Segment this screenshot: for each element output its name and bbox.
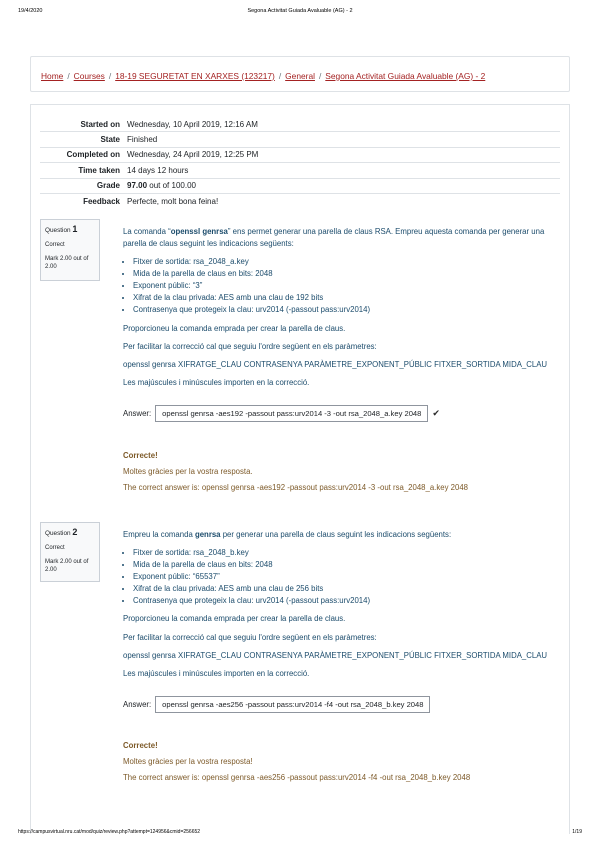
question-2-mark: Mark 2.00 out of 2.00 bbox=[45, 558, 89, 574]
question-1-instruction: Proporcioneu la comanda emprada per crear la parella de claus. bbox=[123, 323, 346, 333]
breadcrumb-separator: / bbox=[278, 71, 282, 81]
question-1-mark: Mark 2.00 out of 2.00 bbox=[45, 255, 89, 271]
feedback-value: Perfecte, molt bona feina! bbox=[127, 193, 560, 208]
question-2-text bbox=[123, 529, 553, 686]
feedback-thanks: Moltes gràcies per la vostra resposta! bbox=[123, 757, 253, 767]
print-url: https://campusvirtual.nru.cat/mod/quiz/review.php?attempt=124956&cmid=256652 bbox=[18, 829, 201, 835]
question-1-info bbox=[40, 219, 100, 281]
feedback-thanks: Moltes gràcies per la vostra resposta. bbox=[123, 467, 253, 477]
question-1-feedback bbox=[123, 451, 553, 493]
question-2-syntax: openssl genrsa XIFRATGE_CLAU CONTRASENYA PARÀMETRE_EXPONENT_PÚBLIC FITXER_SORTIDA MIDA_CLAU bbox=[123, 650, 548, 660]
list-item: • Contrasenya que protegeix la clau: urv2014 (-passout pass:urv2014) bbox=[133, 304, 553, 316]
question-label: Question bbox=[45, 530, 71, 537]
print-date: 19/4/2020 bbox=[18, 8, 43, 14]
question-2-status: Correct bbox=[45, 545, 65, 552]
state-label: State bbox=[40, 132, 127, 147]
grade-score: 97.00 bbox=[127, 181, 148, 191]
answer-label: Answer: bbox=[123, 700, 152, 709]
list-item: • Xifrat de la clau privada: AES amb una clau de 192 bits bbox=[133, 292, 553, 304]
grade-value bbox=[127, 178, 560, 193]
feedback-right-answer: The correct answer is: openssl genrsa -aes256 -passout pass:urv2014 -f4 -out rsa_2048_b.key 2048 bbox=[123, 773, 471, 783]
question-2-requirements bbox=[123, 547, 553, 607]
breadcrumb-separator: / bbox=[318, 71, 322, 81]
feedback-label: Feedback bbox=[40, 193, 127, 208]
intro-text: La comanda “ bbox=[123, 227, 171, 236]
breadcrumb-separator: / bbox=[108, 71, 112, 81]
list-item: • Contrasenya que protegeix la clau: urv2014 (-passout pass:urv2014) bbox=[133, 595, 553, 607]
answer-input[interactable]: openssl genrsa -aes192 -passout pass:urv2014 -3 -out rsa_2048_a.key 2048 bbox=[155, 405, 428, 422]
completed-on-value: Wednesday, 24 April 2019, 12:25 PM bbox=[127, 147, 560, 162]
breadcrumb-courses-link[interactable]: Courses bbox=[73, 71, 105, 81]
list-item: • Fitxer de sortida: rsa_2048_b.key bbox=[133, 547, 553, 559]
feedback-correct: Correcte! bbox=[123, 741, 158, 750]
question-1-order-note: Per facilitar la correcció cal que seguiu l'ordre següent en els paràmetres: bbox=[123, 341, 377, 351]
question-1-syntax: openssl genrsa XIFRATGE_CLAU CONTRASENYA PARÀMETRE_EXPONENT_PÚBLIC FITXER_SORTIDA MIDA_CLAU bbox=[123, 359, 548, 369]
list-item: • Exponent públic: “65537” bbox=[133, 571, 553, 583]
question-2-info bbox=[40, 522, 100, 582]
question-1-answer bbox=[123, 405, 440, 422]
intro-text: per generar una parella de claus seguint les indicacions següents: bbox=[220, 530, 452, 539]
summary-row-feedback bbox=[40, 193, 560, 208]
answer-input[interactable]: openssl genrsa -aes256 -passout pass:urv2014 -f4 -out rsa_2048_b.key 2048 bbox=[155, 696, 430, 713]
question-2-order-note: Per facilitar la correcció cal que seguiu l'ordre següent en els paràmetres: bbox=[123, 632, 377, 642]
feedback-right-answer: The correct answer is: openssl genrsa -aes192 -passout pass:urv2014 -3 -out rsa_2048_a.key 2048 bbox=[123, 483, 468, 493]
breadcrumb-general-link[interactable]: General bbox=[285, 71, 315, 81]
intro-text: ” ens permet generar una parella de claus RSA. Empreu aquesta comanda per generar una parella de claus seguint les indicacions següents: bbox=[123, 227, 545, 249]
question-2-case-note: Les majúscules i minúscules importen en la correcció. bbox=[123, 668, 310, 678]
question-1-text bbox=[123, 226, 553, 395]
list-item: • Exponent públic: “3” bbox=[133, 280, 553, 292]
breadcrumb bbox=[41, 71, 485, 81]
summary-row-completed bbox=[40, 147, 560, 162]
summary-row-started bbox=[40, 117, 560, 132]
breadcrumb-separator: / bbox=[67, 71, 70, 81]
summary-row-grade bbox=[40, 178, 560, 193]
print-title: Segona Activitat Guiada Avaluable (AG) - 2 bbox=[247, 8, 353, 14]
question-1-intro bbox=[123, 226, 553, 250]
grade-label: Grade bbox=[40, 178, 127, 193]
attempt-summary-table bbox=[40, 117, 560, 208]
question-label: Question bbox=[45, 227, 71, 234]
breadcrumb-course-link[interactable]: 18-19 SEGURETAT EN XARXES (123217) bbox=[115, 71, 275, 81]
print-page-number: 1/19 bbox=[572, 829, 582, 835]
question-number-value: 1 bbox=[72, 224, 78, 234]
intro-command: genrsa bbox=[194, 530, 221, 539]
list-item: • Mida de la parella de claus en bits: 2048 bbox=[133, 268, 553, 280]
time-taken-value: 14 days 12 hours bbox=[127, 163, 560, 178]
feedback-correct: Correcte! bbox=[123, 451, 158, 460]
check-icon: ✔ bbox=[432, 408, 440, 418]
started-on-value: Wednesday, 10 April 2019, 12:16 AM bbox=[127, 119, 258, 129]
list-item: • Xifrat de la clau privada: AES amb una clau de 256 bits bbox=[133, 583, 553, 595]
question-1-status: Correct bbox=[45, 242, 65, 249]
list-item: • Fitxer de sortida: rsa_2048_a.key bbox=[133, 256, 553, 268]
list-item: • Mida de la parella de claus en bits: 2048 bbox=[133, 559, 553, 571]
state-value: Finished bbox=[127, 132, 560, 147]
intro-text: Empreu la comanda bbox=[123, 530, 195, 539]
question-2-feedback bbox=[123, 741, 553, 783]
question-2-answer bbox=[123, 696, 430, 713]
grade-total: out of 100.00 bbox=[147, 181, 196, 191]
started-on-label: Started on bbox=[80, 119, 120, 129]
breadcrumb-home-link[interactable]: Home bbox=[41, 71, 64, 81]
question-2-instruction: Proporcioneu la comanda emprada per crear la parella de claus. bbox=[123, 614, 346, 624]
question-2-intro bbox=[123, 529, 553, 541]
summary-row-state bbox=[40, 132, 560, 147]
question-1-case-note: Les majúscules i minúscules importen en la correcció. bbox=[123, 377, 310, 387]
question-2-number bbox=[45, 526, 95, 539]
summary-row-time bbox=[40, 163, 560, 178]
question-number-value: 2 bbox=[72, 527, 78, 537]
breadcrumb-container bbox=[30, 56, 570, 92]
question-1-requirements bbox=[123, 256, 553, 316]
breadcrumb-quiz-link[interactable]: Segona Activitat Guiada Avaluable (AG) - 2 bbox=[325, 71, 486, 81]
time-taken-label: Time taken bbox=[40, 163, 127, 178]
completed-on-label: Completed on bbox=[40, 147, 127, 162]
answer-label: Answer: bbox=[123, 409, 152, 418]
question-1-number bbox=[45, 223, 95, 236]
intro-command: openssl genrsa bbox=[170, 227, 228, 236]
